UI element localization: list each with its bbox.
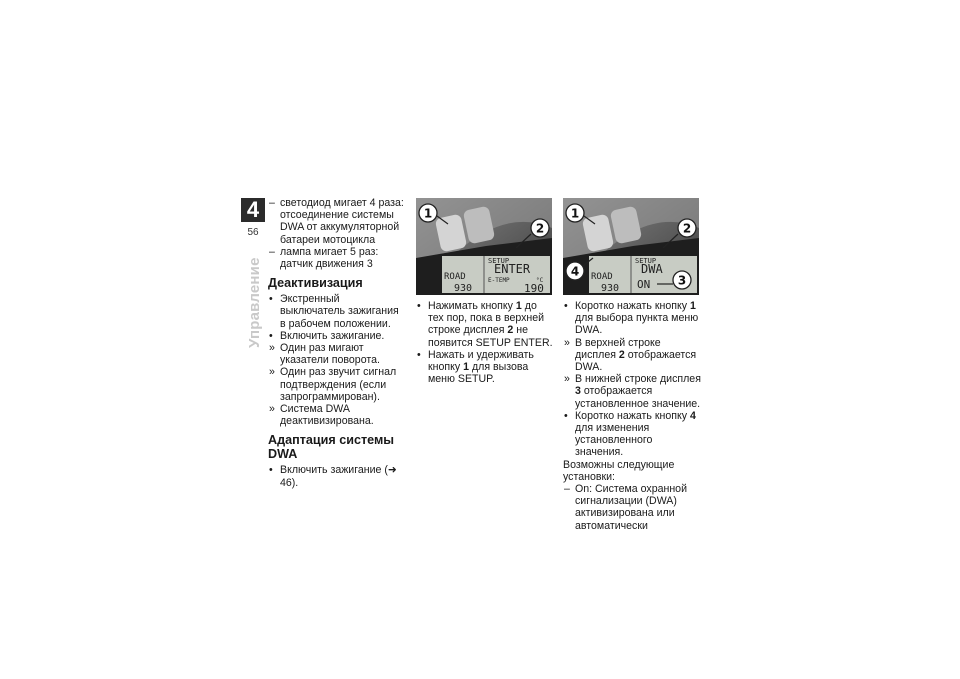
page-ref-arrow-icon: ➜ [387,464,397,477]
callout-4: 4 [570,264,580,279]
callout-3: 3 [677,273,687,288]
page-number: 56 [247,227,259,238]
display-top-big: ENTER [494,262,531,276]
display-top-small: SETUP [488,257,510,265]
column-3 [563,300,701,532]
list-item: – лампа мигает 5 раз: датчик движения 3 [269,245,379,271]
display-right-value: ON [637,278,651,291]
chapter-number: 4 [241,198,265,222]
callout-2: 2 [535,221,545,236]
heading-deactivation: Деактивизация [268,276,363,291]
photo-setup-dwa [563,198,699,295]
list-item: • Включить зажигание. [269,329,385,342]
section-title-text: Управление [246,257,263,348]
list-item: » Один раз звучит сигнал подтверждения (если запрограммирован). [269,366,397,403]
display-top-big: DWA [641,262,663,276]
column-2 [416,300,553,385]
column-1 [268,197,404,489]
list-item: – On: Система охранной сигнализации (DWA) активизирована или автоматически [564,483,687,532]
callout-1: 1 [570,206,580,221]
display-left-label: ROAD [591,272,613,282]
list-item: • Коротко нажать кнопку 1 для выбора пункта меню DWA. [564,300,699,337]
photo-setup-dwa-illustration [563,198,699,295]
photo-setup-enter-illustration [416,198,552,295]
list-item: » В нижней строке дисплея 3 отображается установленное значение. [564,373,701,410]
display-right-value: 190 [524,282,544,295]
heading-dwa-adaptation: Адаптация системы DWA [268,433,395,462]
display-left-value: 930 [601,283,620,294]
paragraph-possible-settings: Возможны следующие установки: [563,458,675,483]
display-right-unit: °C [536,277,544,284]
list-item: • Нажимать кнопку 1 до тех пор, пока в верхней строке дисплея 2 не появится SETUP ENTER. [417,300,553,349]
callout-2: 2 [682,221,692,236]
callout-1: 1 [423,206,433,221]
list-item: – светодиод мигает 4 раза: отсоединение системы DWA от аккумуляторной батареи мотоцикла [269,197,404,246]
list-item: • Нажать и удерживать кнопку 1 для вызова меню SETUP. [417,348,534,386]
display-left-label: ROAD [444,272,466,282]
list-item: » Система DWA деактивизирована. [269,403,374,428]
display-top-small: SETUP [635,257,657,265]
list-item: • Включить зажигание (➜ 46). [269,464,397,489]
list-item: » Один раз мигают указатели поворота. [269,342,380,367]
list-item: • Коротко нажать кнопку 4 для изменения установленного значения. [564,409,696,459]
display-right-label: E-TEMP [488,277,510,284]
list-item: » В верхней строке дисплея 2 отображается DWA. [564,336,697,374]
display-left-value: 930 [454,283,473,294]
list-item: • Экстренный выключатель зажигания в рабочем положении. [269,293,399,330]
photo-setup-enter [416,198,552,295]
